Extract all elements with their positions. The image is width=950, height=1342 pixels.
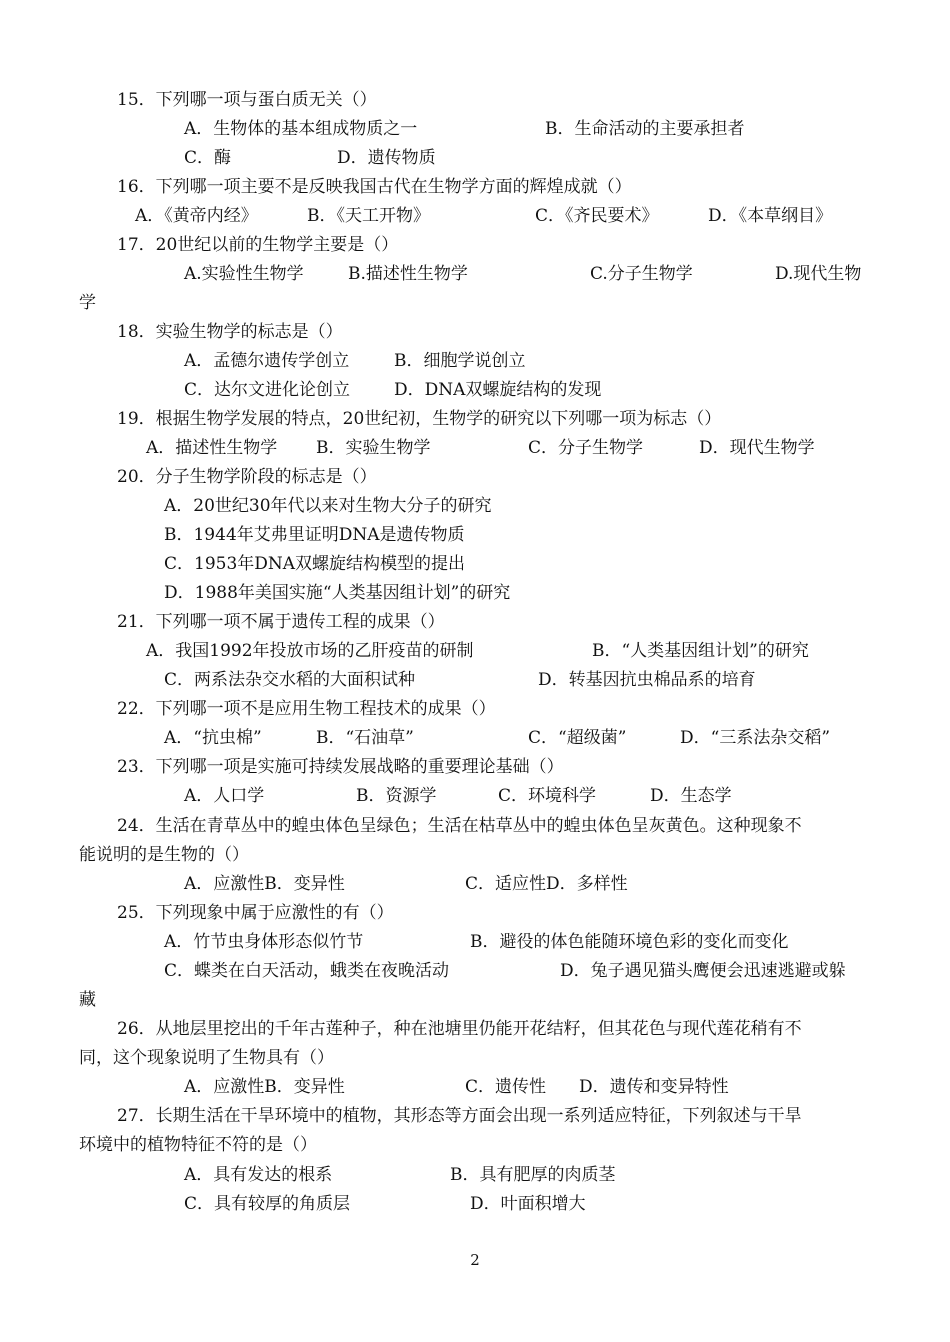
option-a: A．人口学 [184, 786, 265, 806]
option-c: C．具有较厚的角质层 [184, 1194, 351, 1214]
page-number: 2 [470, 1251, 480, 1269]
option-b: B．《天工开物》 [307, 206, 430, 226]
wrap-row [0, 289, 950, 317]
options-row [0, 782, 950, 810]
option-d: D．遗传物质 [337, 148, 436, 168]
option-cd: C．适应性D．多样性 [465, 874, 628, 894]
question-stem-continued [0, 1044, 950, 1072]
option-c: C．环境科学 [498, 786, 597, 806]
option-d: D．“三系法杂交稻” [680, 728, 831, 748]
option-d: D．《本草纲目》 [708, 206, 833, 226]
options-row [0, 579, 950, 607]
option-a: A．生物体的基本组成物质之一 [184, 119, 418, 139]
options-row [0, 492, 950, 520]
option-b: B．避役的体色能随环境色彩的变化而变化 [470, 932, 789, 952]
option-b: B．细胞学说创立 [394, 351, 526, 371]
options-row [0, 115, 950, 143]
question-stem: 22．下列哪一项不是应用生物工程技术的成果（） [117, 699, 496, 719]
options-row [0, 1073, 950, 1101]
question-15 [0, 86, 950, 114]
question-stem: 20．分子生物学阶段的标志是（） [117, 467, 377, 487]
option-d: D．生态学 [650, 786, 732, 806]
question-stem: 19．根据生物学发展的特点，20世纪初，生物学的研究以下列哪一项为标志（） [117, 409, 722, 429]
question-stem: 26．从地层里挖出的千年古莲种子，种在池塘里仍能开花结籽，但其花色与现代莲花稍有不 [117, 1019, 802, 1039]
option-a: A．竹节虫身体形态似竹节 [164, 932, 364, 952]
options-row [0, 434, 950, 462]
question-16 [0, 173, 950, 201]
question-stem: 能说明的是生物的（） [79, 845, 249, 865]
option-d: D．现代生物学 [699, 438, 815, 458]
question-stem-continued [0, 1131, 950, 1159]
question-stem: 27．长期生活在干旱环境中的植物，其形态等方面会出现一系列适应特征，下列叙述与干旱 [117, 1106, 802, 1126]
question-19 [0, 405, 950, 433]
option-b: B．实验生物学 [316, 438, 431, 458]
option-d: D.现代生物 [775, 264, 862, 284]
options-row [0, 521, 950, 549]
question-22 [0, 695, 950, 723]
option-d: D．DNA双螺旋结构的发现 [394, 380, 602, 400]
option-c: C．达尔文进化论创立 [184, 380, 351, 400]
option-a: A．我国1992年投放市场的乙肝疫苗的研制 [146, 641, 474, 661]
option-c: C.分子生物学 [590, 264, 693, 284]
question-27 [0, 1102, 950, 1130]
options-row [0, 376, 950, 404]
question-21 [0, 608, 950, 636]
question-stem: 18．实验生物学的标志是（） [117, 322, 343, 342]
question-18 [0, 318, 950, 346]
option-d: D．兔子遇见猫头鹰便会迅速逃避或躲 [560, 961, 846, 981]
wrap-row [0, 986, 950, 1014]
option-c: C．分子生物学 [528, 438, 644, 458]
option-b: B．1944年艾弗里证明DNA是遗传物质 [164, 525, 465, 545]
option-b: B．资源学 [356, 786, 437, 806]
option-a: A．“抗虫棉” [164, 728, 262, 748]
question-23 [0, 753, 950, 781]
options-row [0, 928, 950, 956]
option-a: A．描述性生物学 [146, 438, 278, 458]
options-row [0, 870, 950, 898]
option-c: C．两系法杂交水稻的大面积试种 [164, 670, 416, 690]
option-b: B.描述性生物学 [348, 264, 468, 284]
option-d: D．叶面积增大 [470, 1194, 586, 1214]
options-row [0, 637, 950, 665]
options-row [0, 144, 950, 172]
question-17 [0, 231, 950, 259]
options-row [0, 666, 950, 694]
question-24 [0, 812, 950, 840]
option-a: A．20世纪30年代以来对生物大分子的研究 [164, 496, 492, 516]
question-stem: 21．下列哪一项不属于遗传工程的成果（） [117, 612, 445, 632]
option-b: B．“人类基因组计划”的研究 [592, 641, 809, 661]
option-a: A.实验性生物学 [184, 264, 304, 284]
question-20 [0, 463, 950, 491]
options-row [0, 1161, 950, 1189]
question-25 [0, 899, 950, 927]
option-a: A．《黄帝内经》 [135, 206, 258, 226]
option-c: C．酶 [184, 148, 232, 168]
question-stem: 24．生活在青草丛中的蝗虫体色呈绿色；生活在枯草丛中的蝗虫体色呈灰黄色。这种现象不 [117, 816, 802, 836]
option-d: D．遗传和变异特性 [579, 1077, 729, 1097]
option-d: D．转基因抗虫棉品系的培育 [538, 670, 756, 690]
options-row [0, 724, 950, 752]
option-b: B．生命活动的主要承担者 [545, 119, 745, 139]
option-b: B．具有肥厚的肉质茎 [450, 1165, 616, 1185]
option-b: B．“石油草” [316, 728, 414, 748]
options-row [0, 202, 950, 230]
options-row [0, 347, 950, 375]
option-c: C．《齐民要术》 [535, 206, 659, 226]
option-a: A．具有发达的根系 [184, 1165, 333, 1185]
question-stem: 23．下列哪一项是实施可持续发展战略的重要理论基础（） [117, 757, 564, 777]
question-26 [0, 1015, 950, 1043]
option-c: C．1953年DNA双螺旋结构模型的提出 [164, 554, 466, 574]
question-stem: 16．下列哪一项主要不是反映我国古代在生物学方面的辉煌成就（） [117, 177, 632, 197]
question-stem: 25．下列现象中属于应激性的有（） [117, 903, 394, 923]
question-stem: 15．下列哪一项与蛋白质无关（） [117, 90, 377, 110]
options-row [0, 1190, 950, 1218]
options-row [0, 260, 950, 288]
option-c: C．蝶类在白天活动，蛾类在夜晚活动 [164, 961, 450, 981]
option-c: C．“超级菌” [528, 728, 627, 748]
option-d-wrap: 学 [79, 293, 96, 313]
question-stem: 环境中的植物特征不符的是（） [79, 1135, 317, 1155]
options-row [0, 550, 950, 578]
option-a: A．孟德尔遗传学创立 [184, 351, 350, 371]
question-stem: 同，这个现象说明了生物具有（） [79, 1048, 334, 1068]
option-d: D．1988年美国实施“人类基因组计划”的研究 [164, 583, 511, 603]
question-stem: 17．20世纪以前的生物学主要是（） [117, 235, 399, 255]
option-d-wrap: 藏 [79, 990, 96, 1010]
question-stem-continued [0, 841, 950, 869]
options-row [0, 957, 950, 985]
option-ab: A．应激性B．变异性 [184, 1077, 345, 1097]
option-ab: A．应激性B．变异性 [184, 874, 345, 894]
option-c: C．遗传性 [465, 1077, 547, 1097]
